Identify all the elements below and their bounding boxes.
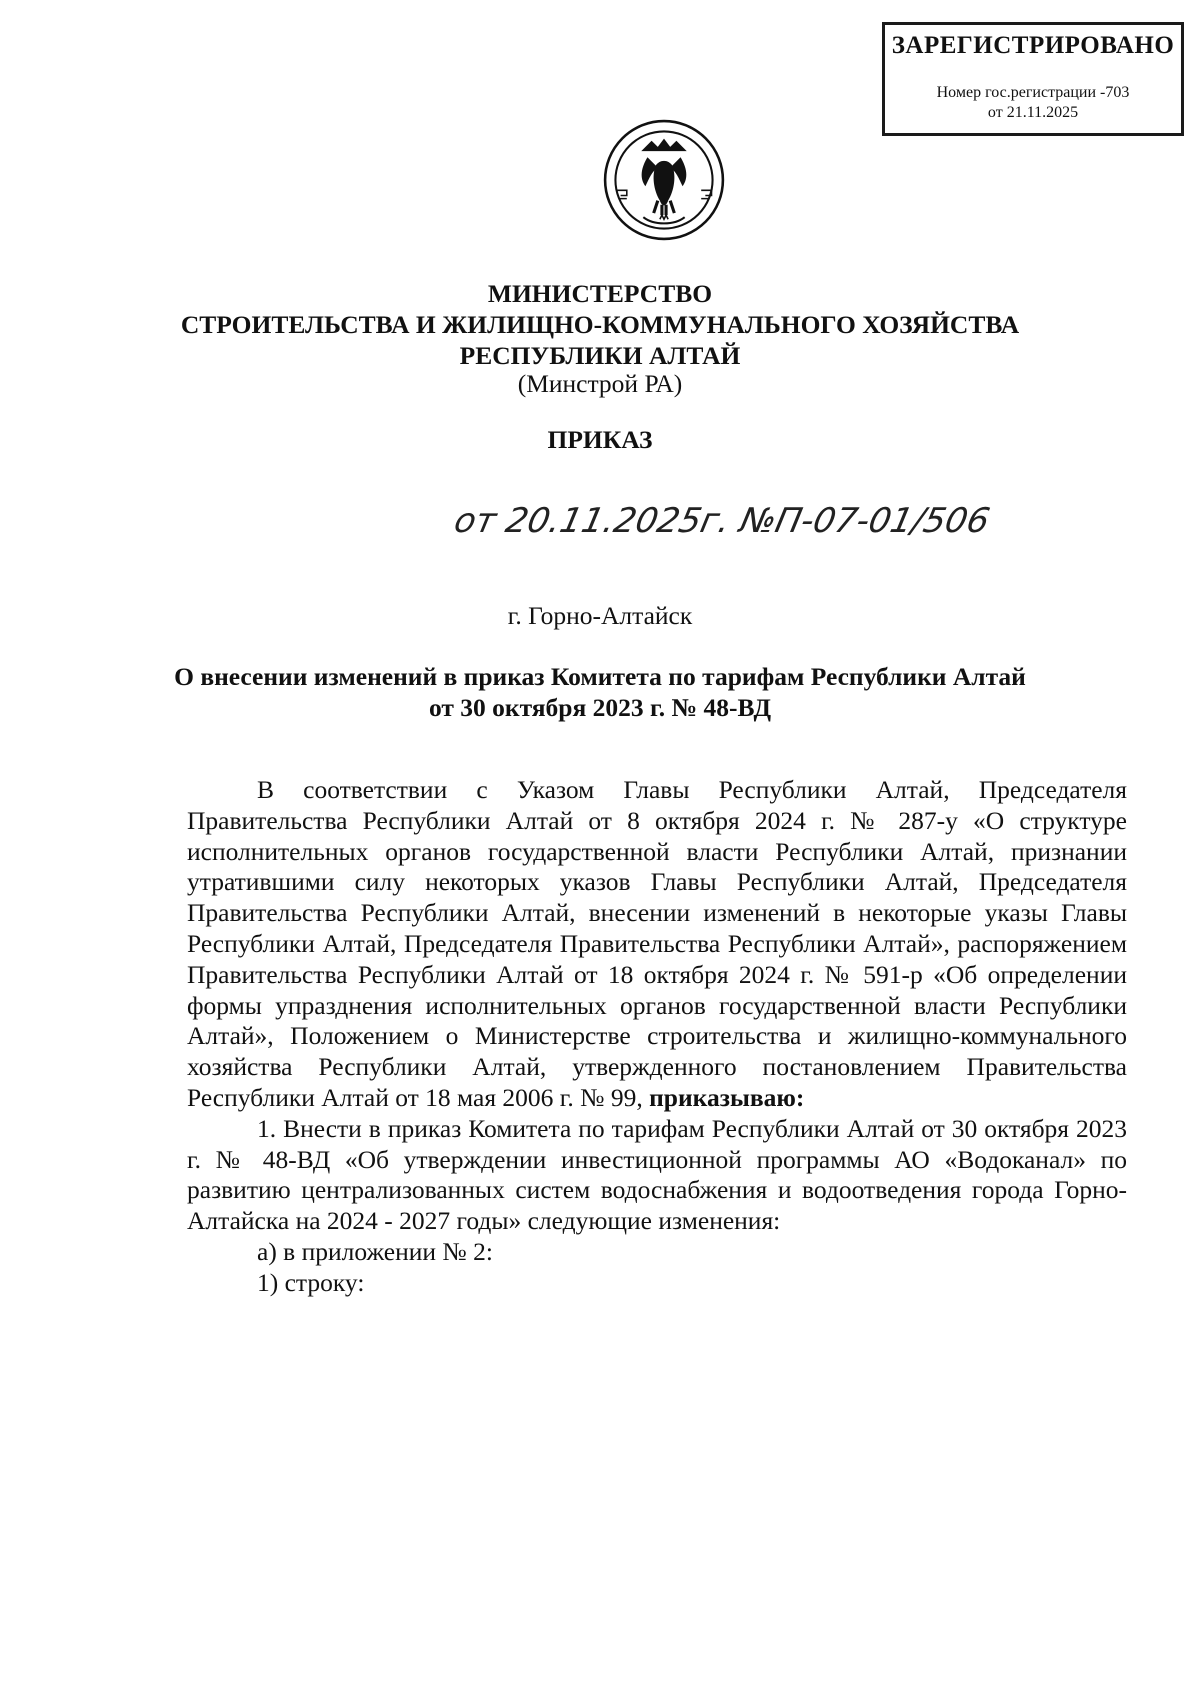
order-word: приказываю:	[649, 1082, 805, 1112]
svg-text:от 20.11.2025г. №П-07-01/506: от 20.11.2025г. №П-07-01/506	[450, 501, 993, 541]
stamp-reg-date: от 21.11.2025	[987, 104, 1079, 121]
handwritten-date-number	[450, 488, 993, 548]
city: г. Горно-Алтайск	[507, 601, 693, 630]
stamp-reg-number: Номер гос.регистрации -703	[936, 84, 1130, 101]
ministry-header	[0, 278, 1200, 371]
body-paragraph-2: 1. Внести в приказ Комитета по тарифам Республики Алтай от 30 октября 2023 г. № 48-ВД «Об утверждении инвестиционной программы АО «Водоканал» по развитию централизованных систем водоснабжения и водоотведения города Горно-Алтайска на 2024 - 2027 годы» следующие изменения:	[187, 1113, 1127, 1236]
document-body	[187, 775, 1127, 1299]
document-subject	[0, 661, 1200, 723]
body-paragraph-3: а) в приложении № 2:	[257, 1236, 493, 1266]
republic-altai-emblem-icon	[602, 118, 726, 242]
registration-stamp	[882, 22, 1184, 136]
ministry-short-name: (Минстрой РА)	[517, 369, 683, 398]
document-type: ПРИКАЗ	[547, 425, 653, 454]
body-paragraph-1-text: В соответствии с Указом Главы Республики Алтай, Председателя Правительства Республики Алтай от 8 октября 2024 г. № 287-у «О структуре исполнительных органов государственной власти Республики Алтай, признании утратившими силу некоторых указов Главы Республики Алтай, Председателя Правительства Республики Алтай, внесении изменений в некоторые указы Главы Республики Алтай, Председателя Правительства Республики Алтай», распоряжением Правительства Республики Алтай от 18 октября 2024 г. № 591-р «Об определении формы упразднения исполнительных органов государственной власти Республики Алтай», Положением о Министерстве строительства и жилищно-коммунального хозяйства Республики Алтай, утвержденного постановлением Правительства Республики Алтай от 18 мая 2006 г. № 99,	[187, 775, 1127, 1112]
stamp-title: ЗАРЕГИСТРИРОВАНО	[891, 32, 1175, 59]
body-paragraph-4: 1) строку:	[257, 1267, 365, 1297]
ministry-line-3: РЕСПУБЛИКИ АЛТАЙ	[459, 341, 741, 370]
ministry-line-2: СТРОИТЕЛЬСТВА И ЖИЛИЩНО-КОММУНАЛЬНОГО ХОЗЯЙСТВА	[180, 310, 1020, 339]
subject-line-1: О внесении изменений в приказ Комитета по тарифам Республики Алтай	[174, 662, 1026, 691]
subject-line-2: от 30 октября 2023 г. № 48-ВД	[428, 693, 772, 722]
body-paragraph	[187, 775, 1127, 1114]
ministry-line-1: МИНИСТЕРСТВО	[487, 279, 713, 308]
